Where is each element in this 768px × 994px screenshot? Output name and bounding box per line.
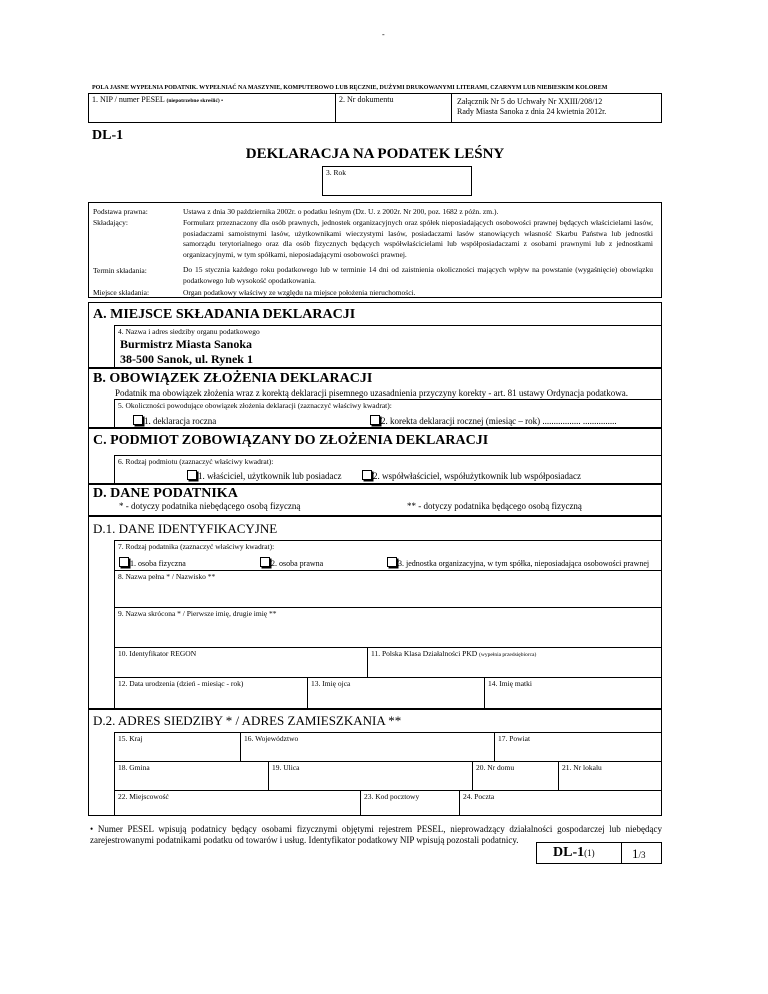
country-field[interactable] xyxy=(114,732,241,762)
option-co-owner-label: 2. współwłaściciel, współużytkownik lub współposiadacz xyxy=(373,471,581,481)
house-number-label: 20. Nr domu xyxy=(476,763,515,772)
post-office-field[interactable] xyxy=(459,790,662,816)
section-d-note1: * - dotyczy podatnika niebędącego osobą fizyczną xyxy=(119,501,301,511)
post-office-label: 24. Poczta xyxy=(463,792,495,801)
section-b-note: Podatnik ma obowiązek złożenia wraz z korektą deklaracji pisemnego uzasadnienia przyczyny korekty - art. 81 ustawy Ordynacja podatkowa. xyxy=(115,388,629,398)
footer-code-sub: (1) xyxy=(584,848,595,858)
voivodeship-label: 16. Województwo xyxy=(244,734,299,743)
tax-office-field xyxy=(114,325,662,368)
attachment-line1: Załącznik Nr 5 do Uchwały Nr XXIII/208/12 xyxy=(457,97,603,106)
footer-form-code xyxy=(553,845,595,861)
option-organizational-unit-label: 3. jednostka organizacyjna, w tym spółka, nieposiadająca osobowości prawnej xyxy=(398,559,650,568)
tax-office-label: 4. Nazwa i adres siedziby organu podatkowego xyxy=(118,327,260,336)
city-field[interactable] xyxy=(114,790,361,816)
full-name-label: 8. Nazwa pełna * / Nazwisko ** xyxy=(118,572,216,581)
tax-office-line2: 38-500 Sanok, ul. Rynek 1 xyxy=(120,352,253,366)
instructions: POLA JASNE WYPEŁNIA PODATNIK. WYPEŁNIAĆ NA MASZYNIE, KOMPUTEROWO LUB RĘCZNIE, DUŻYMI DRUKOWANYMI LITERAMI, CZARNYM LUB NIEBIESKIM KOLOREM xyxy=(92,85,608,91)
city-label: 22. Miejscowość xyxy=(118,792,169,801)
voivodeship-field[interactable] xyxy=(240,732,495,762)
postal-code-label: 23. Kod pocztowy xyxy=(364,792,420,801)
podstawa-label: Podstawa prawna: xyxy=(93,207,148,216)
house-number-field[interactable] xyxy=(472,761,559,791)
apartment-number-field[interactable] xyxy=(558,761,662,791)
section-b-title: B. OBOWIĄZEK ZŁOŻENIA DEKLARACJI xyxy=(93,371,373,386)
mother-name-label: 14. Imię matki xyxy=(488,679,532,688)
entity-type-label: 6. Rodzaj podmiotu (zaznaczyć właściwy kwadrat): xyxy=(118,457,274,466)
miejsce-label: Miejsce składania: xyxy=(93,288,150,297)
year-field[interactable] xyxy=(322,166,472,196)
street-field[interactable] xyxy=(268,761,473,791)
father-name-label: 13. Imię ojca xyxy=(311,679,351,688)
checkbox-icon xyxy=(260,557,270,567)
circumstances-label: 5. Okoliczności powodujące obowiązek złożenia deklaracji (zaznaczyć właściwy kwadrat): xyxy=(118,401,392,410)
option-annual-label: 1. deklaracja roczna xyxy=(144,416,217,426)
option-owner[interactable] xyxy=(187,470,341,481)
country-label: 15. Kraj xyxy=(118,734,143,743)
attachment-box xyxy=(451,93,662,123)
birth-date-field[interactable] xyxy=(114,677,308,709)
footer-page: 1 xyxy=(632,846,639,861)
footer-divider xyxy=(621,843,622,863)
form-code: DL-1 xyxy=(92,128,124,143)
option-correction-label: 2. korekta deklaracji rocznej (miesiąc – rok) ................. ............... xyxy=(381,416,617,426)
checkbox-icon xyxy=(362,470,372,480)
pkd-note: (wypełnia przedsiębiorca) xyxy=(479,652,537,658)
termin-label: Termin składania: xyxy=(93,266,147,275)
option-organizational-unit[interactable] xyxy=(387,557,649,568)
option-natural-person-label: 1. osoba fizyczna xyxy=(130,559,186,568)
section-d2-title: D.2. ADRES SIEDZIBY * / ADRES ZAMIESZKANIA ** xyxy=(93,713,402,728)
section-d xyxy=(88,484,662,516)
tax-office-line1: Burmistrz Miasta Sanoka xyxy=(120,337,252,351)
section-d-title: D. DANE PODATNIKA xyxy=(93,486,238,501)
checkbox-icon xyxy=(387,557,397,567)
year-label: 3. Rok xyxy=(326,168,347,177)
birth-date-label: 12. Data urodzenia (dzień - miesiąc - rok) xyxy=(118,679,244,688)
option-legal-person[interactable] xyxy=(260,557,323,568)
entity-type-field xyxy=(114,455,662,484)
section-d-note2: ** - dotyczy podatnika będącego osobą fizyczną xyxy=(407,501,582,511)
termin-text: Do 15 stycznia każdego roku podatkowego lub w terminie 14 dni od zaistnienia okoliczności mających wpływ na powstanie (wygaśnięcie) obowiązku podatkowego lub wysokość opodatkowania. xyxy=(183,265,653,285)
info-block xyxy=(88,202,662,298)
top-mark: - xyxy=(382,30,385,39)
taxpayer-type-label: 7. Rodzaj podatnika (zaznaczyć właściwy kwadrat): xyxy=(118,542,275,551)
father-name-field[interactable] xyxy=(307,677,485,709)
podstawa-text: Ustawa z dnia 30 października 2002r. o podatku leśnym (Dz. U. z 2002r. Nr 200, poz. 1682 z późn. zm.). xyxy=(183,207,499,216)
mother-name-field[interactable] xyxy=(484,677,662,709)
taxpayer-type-field xyxy=(114,540,662,571)
section-a-title: A. MIEJSCE SKŁADANIA DEKLARACJI xyxy=(93,307,356,322)
regon-field[interactable] xyxy=(114,647,368,678)
document-number-label: 2. Nr dokumentu xyxy=(339,95,394,104)
nip-pesel-note: (niepotrzebne skreślić) • xyxy=(166,98,224,104)
option-legal-person-label: 2. osoba prawna xyxy=(271,559,324,568)
skladajacy-label: Składający: xyxy=(93,218,128,227)
checkbox-icon xyxy=(187,470,197,480)
municipality-label: 18. Gmina xyxy=(118,763,150,772)
nip-pesel-field[interactable] xyxy=(88,93,336,123)
apartment-number-label: 21. Nr lokalu xyxy=(562,763,602,772)
footer-page-number xyxy=(632,846,646,862)
nip-pesel-label: 1. NIP / numer PESEL xyxy=(92,95,165,104)
skladajacy-text: Formularz przeznaczony dla osób prawnych, jednostek organizacyjnych oraz spółek nieposiadających osobowości prawnej będących właścicielami lasów, posiadaczami samoistnymi lasów, użytkownikami wieczystymi lasów, posiadaczami lasów stanowiących własność Skarbu Państwa lub jednostki samorządu terytorialnego oraz dla osób fizycznych będących współwłaścicielami lub współposiadaczami z osobami prawnymi lub z jednostkami organizacyjnymi, w tym spółkami, nieposiadającymi osobowości prawnej. xyxy=(183,218,653,259)
miejsce-text: Organ podatkowy właściwy ze względu na miejsce położenia nieruchomości. xyxy=(183,288,416,297)
option-correction[interactable] xyxy=(370,415,617,426)
county-label: 17. Powiat xyxy=(498,734,531,743)
short-name-field[interactable] xyxy=(114,607,662,648)
pkd-label: 11. Polska Klasa Działalności PKD xyxy=(371,649,478,658)
option-annual[interactable] xyxy=(133,415,216,426)
regon-label: 10. Identyfikator REGON xyxy=(118,649,197,658)
section-c-title: C. PODMIOT ZOBOWIĄZANY DO ZŁOŻENIA DEKLARACJI xyxy=(93,433,489,448)
municipality-field[interactable] xyxy=(114,761,269,791)
attachment-line2: Rady Miasta Sanoka z dnia 24 kwietnia 2012r. xyxy=(457,107,607,116)
checkbox-icon xyxy=(370,415,380,425)
section-d1-title: D.1. DANE IDENTYFIKACYJNE xyxy=(93,521,278,536)
short-name-label: 9. Nazwa skrócona * / Pierwsze imię, drugie imię ** xyxy=(118,609,277,618)
pkd-field[interactable] xyxy=(367,647,662,678)
option-natural-person[interactable] xyxy=(119,557,186,568)
page-title: DEKLARACJA NA PODATEK LEŚNY xyxy=(245,146,505,162)
footer-box xyxy=(536,842,662,864)
pesel-footnote: • Numer PESEL wpisują podatnicy będący osobami fizycznymi objętymi rejestrem PESEL, nieprowadzący działalności gospodarczej lub niebędący zarejestrowanymi podatnikami podatku od towarów i usług. Identyfikator podatkowy NIP wpisują pozostali podatnicy. xyxy=(90,824,662,845)
option-owner-label: 1. właściciel, użytkownik lub posiadacz xyxy=(198,471,342,481)
postal-code-field[interactable] xyxy=(360,790,460,816)
footer-code-text: DL-1 xyxy=(553,845,585,860)
full-name-field[interactable] xyxy=(114,570,662,608)
option-co-owner[interactable] xyxy=(362,470,581,481)
checkbox-icon xyxy=(119,557,129,567)
checkbox-icon xyxy=(133,415,143,425)
footer-page-of: /3 xyxy=(638,850,646,860)
document-number-field[interactable] xyxy=(335,93,452,123)
street-label: 19. Ulica xyxy=(272,763,300,772)
circumstances-field xyxy=(114,399,662,428)
county-field[interactable] xyxy=(494,732,662,762)
